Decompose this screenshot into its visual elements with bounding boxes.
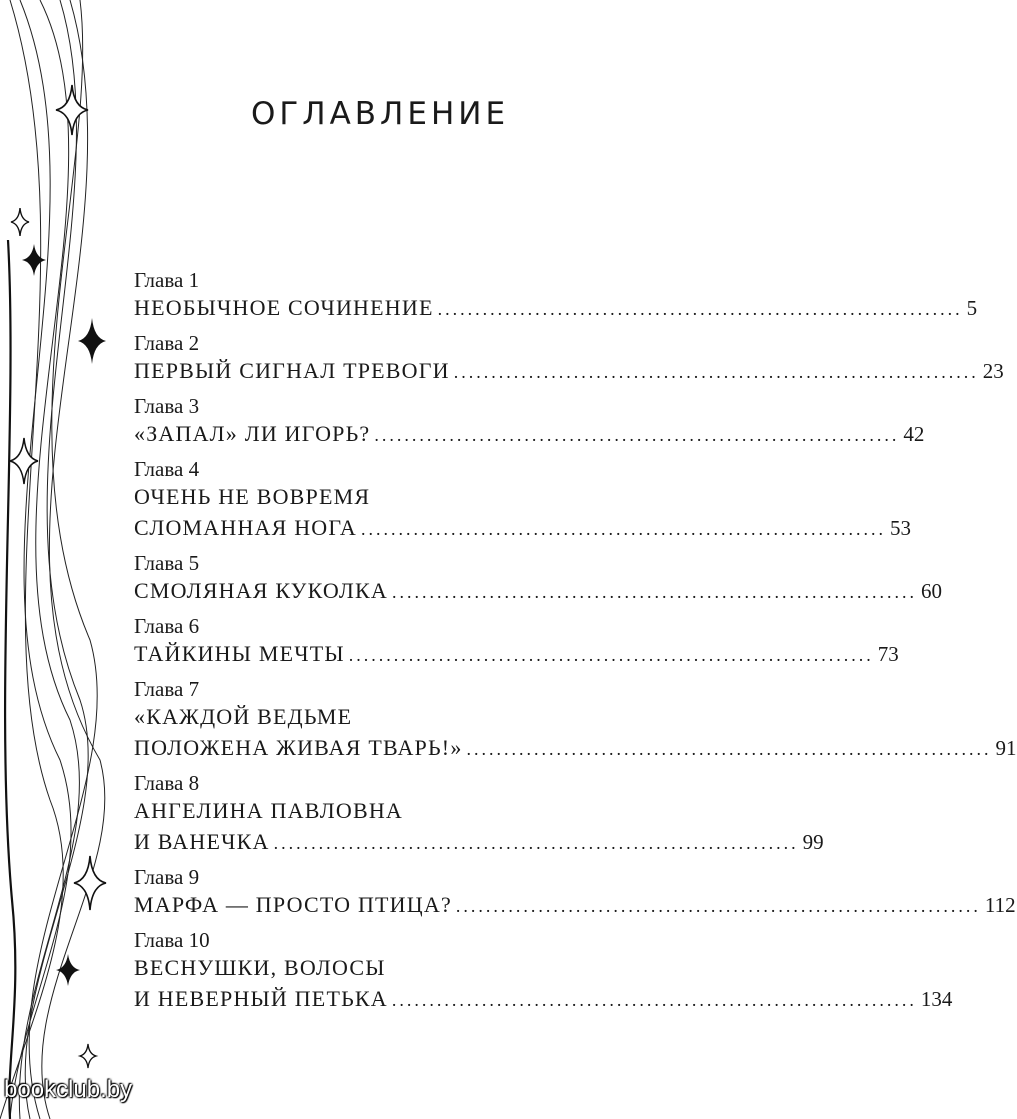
chapter-title-line <box>134 512 912 545</box>
chapter-label: Глава 3 <box>134 394 200 418</box>
chapter-label: Глава 4 <box>134 457 200 481</box>
chapter-title: СЛОМАННАЯ НОГА <box>134 515 358 540</box>
toc-entry <box>134 614 899 671</box>
chapter-title: НЕОБЫЧНОЕ СОЧИНЕНИЕ <box>134 295 434 320</box>
toc-entry <box>134 551 942 608</box>
chapter-label: Глава 1 <box>134 268 200 292</box>
page-number: 60 <box>920 579 942 603</box>
chapter-title: «ЗАПАЛ» ЛИ ИГОРЬ? <box>134 421 371 446</box>
chapter-label: Глава 9 <box>134 865 200 889</box>
chapter-title: «КАЖДОЙ ВЕДЬМЕ <box>134 704 353 729</box>
toc-entry <box>134 771 824 859</box>
page-number: 99 <box>802 830 824 854</box>
chapter-title-line <box>134 952 622 983</box>
page-number: 5 <box>966 296 978 320</box>
page-number: 23 <box>982 359 1004 383</box>
chapter-title: ОЧЕНЬ НЕ ВОВРЕМЯ <box>134 484 371 509</box>
dot-leader: ...................................................................... <box>361 519 887 539</box>
chapter-title: ПОЛОЖЕНА ЖИВАЯ ТВАРЬ!» <box>134 735 463 760</box>
page-number: 134 <box>920 987 953 1011</box>
chapter-title-line <box>134 638 899 671</box>
chapter-title-line <box>134 418 925 451</box>
chapter-label: Глава 2 <box>134 331 200 355</box>
toc-entry <box>134 457 912 545</box>
chapter-title: ВЕСНУШКИ, ВОЛОСЫ <box>134 955 386 980</box>
toc-entry <box>134 331 1004 388</box>
chapter-title-line <box>134 795 622 826</box>
chapter-title-line <box>134 826 824 859</box>
page-title: ОГЛАВЛЕНИЕ <box>250 96 510 132</box>
dot-leader: ...................................................................... <box>374 425 900 445</box>
dot-leader: ...................................................................... <box>391 990 917 1010</box>
chapter-label: Глава 8 <box>134 771 200 795</box>
chapter-title: СМОЛЯНАЯ КУКОЛКА <box>134 578 388 603</box>
chapter-title: АНГЕЛИНА ПАВЛОВНА <box>134 798 403 823</box>
chapter-title: ПЕРВЫЙ СИГНАЛ ТРЕВОГИ <box>134 358 450 383</box>
chapter-title: И НЕВЕРНЫЙ ПЕТЬКА <box>134 986 388 1011</box>
toc-entry <box>134 865 1016 922</box>
page-number: 53 <box>890 516 912 540</box>
dot-leader: ...................................................................... <box>453 362 979 382</box>
page-number: 42 <box>903 422 925 446</box>
dot-leader: ...................................................................... <box>391 582 917 602</box>
chapter-title-line <box>134 481 622 512</box>
chapter-title: МАРФА — ПРОСТО ПТИЦА? <box>134 892 452 917</box>
chapter-label: Глава 5 <box>134 551 200 575</box>
watermark: bookclub.by <box>4 1076 133 1103</box>
dot-leader: ...................................................................... <box>455 896 981 916</box>
page-number: 73 <box>877 642 899 666</box>
toc-entry <box>134 394 925 451</box>
page-number: 112 <box>984 893 1016 917</box>
chapter-label: Глава 10 <box>134 928 210 952</box>
chapter-title: ТАЙКИНЫ МЕЧТЫ <box>134 641 345 666</box>
chapter-title-line <box>134 889 1016 922</box>
toc-entry <box>134 928 953 1016</box>
chapter-title-line <box>134 575 942 608</box>
chapter-title: И ВАНЕЧКА <box>134 829 270 854</box>
page-number: 91 <box>995 736 1017 760</box>
toc-entry <box>134 677 1017 765</box>
chapter-title-line <box>134 701 622 732</box>
chapter-title-line <box>134 355 1004 388</box>
table-of-contents <box>134 268 1017 1022</box>
chapter-title-line <box>134 732 1017 765</box>
dot-leader: ...................................................................... <box>466 739 992 759</box>
toc-entry <box>134 268 978 325</box>
chapter-label: Глава 6 <box>134 614 200 638</box>
decorative-ornament <box>0 0 140 1119</box>
chapter-title-line <box>134 292 978 325</box>
dot-leader: ...................................................................... <box>273 833 799 853</box>
chapter-label: Глава 7 <box>134 677 200 701</box>
chapter-title-line <box>134 983 953 1016</box>
dot-leader: ...................................................................... <box>348 645 874 665</box>
dot-leader: ...................................................................... <box>437 299 963 319</box>
